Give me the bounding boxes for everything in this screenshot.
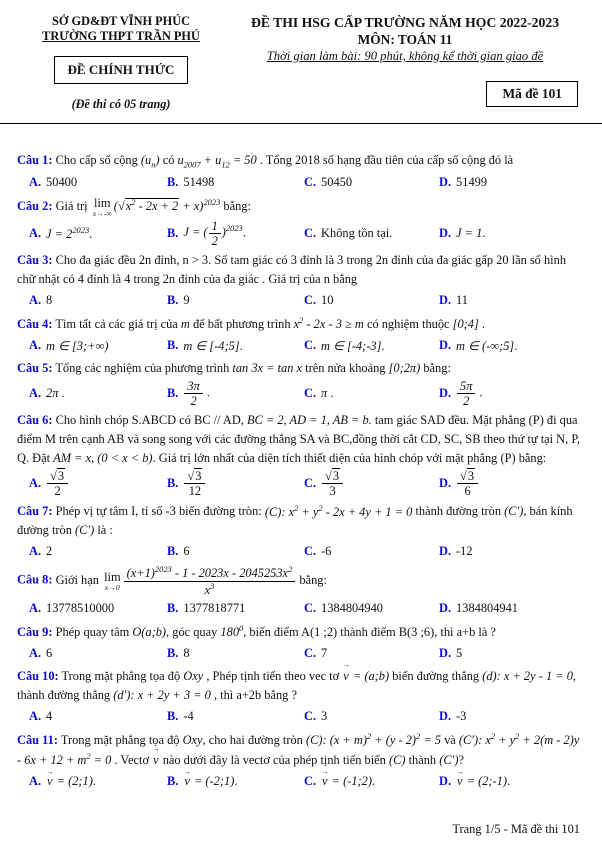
question-block	[17, 411, 585, 498]
option-text: m ∈ (-∞;5].	[456, 338, 518, 353]
option-letter: B.	[167, 293, 179, 308]
option-text: m ∈ [-4;-3].	[321, 338, 385, 353]
option-text: 6	[46, 646, 53, 661]
options-row	[17, 598, 585, 619]
header-right	[225, 14, 585, 107]
option	[427, 293, 585, 308]
option-letter: A.	[29, 708, 42, 723]
option-text: 10	[321, 293, 334, 308]
option-letter: C.	[304, 226, 317, 241]
option-letter: C.	[304, 708, 317, 723]
option	[155, 544, 292, 559]
option-letter: D.	[439, 226, 452, 241]
option-letter: A.	[29, 338, 42, 353]
option	[292, 386, 427, 401]
question-body: Cho đa giác đều 2n đỉnh, n > 3. Số tam giác có 3 đỉnh là 3 trong 2n đỉnh của đa giác gấp 20 lần số hình chữ nhật có 4 đỉnh là 4 trong 2n đỉnh của đa giác . Giá trị của n bằng	[17, 253, 567, 287]
option-text: v → = (-2;1).	[183, 767, 238, 788]
option-letter: D.	[439, 175, 452, 189]
option-letter: D.	[439, 476, 452, 491]
question-block	[17, 501, 585, 562]
question-body: Trong mặt phẳng tọa độ Oxy, cho hai đường tròn (C): $(x + m)^2 + (y - 2)^2 = 5$ và (C′): $x^2 + y^2 + 2(m - 2)y - 6x + 12 + m^2 = 0$ . Vectơ v → nào dưới đây là vectơ của phép tịnh tiến biến (C) thành (C′)?	[17, 730, 580, 767]
question-body: Tổng các nghiệm của phương trình tan 3x = tan x trên nửa khoảng [0;2π) bằng:	[55, 361, 451, 376]
option	[17, 225, 155, 242]
options-row	[17, 767, 585, 792]
time-note: Thời gian làm bài: 90 phút, không kể thời gian giao đề	[266, 48, 544, 63]
option-letter: B.	[167, 476, 179, 491]
option	[292, 338, 427, 354]
options-row	[17, 335, 585, 356]
option-text: 8	[46, 293, 53, 308]
option-letter: C.	[304, 338, 317, 353]
question-label: Câu 6:	[17, 413, 53, 428]
question-block	[17, 622, 585, 664]
question-block	[17, 151, 585, 193]
question-label: Câu 9:	[17, 625, 53, 640]
option	[427, 379, 585, 409]
option-letter: C.	[304, 293, 317, 308]
option	[155, 767, 292, 789]
option-letter: A.	[29, 544, 42, 559]
option-letter: D.	[439, 386, 452, 401]
header-left	[17, 14, 225, 112]
question-label: Câu 8:	[17, 573, 53, 587]
option	[292, 601, 427, 616]
option-letter: B.	[167, 226, 179, 241]
question-block	[17, 660, 585, 727]
option	[292, 226, 427, 241]
option	[17, 293, 155, 308]
question-block	[17, 314, 585, 356]
option-text: -6	[321, 544, 332, 559]
option	[17, 386, 155, 401]
official-exam-box: ĐỀ CHÍNH THỨC	[54, 56, 189, 84]
subject-title: MÔN: TOÁN 11	[357, 32, 453, 48]
question-text	[17, 314, 585, 334]
option-text: Không tồn tại.	[321, 226, 393, 241]
option-text: -12	[456, 544, 473, 559]
option-text: 51499	[456, 175, 488, 189]
option-letter: B.	[167, 338, 179, 353]
option	[427, 767, 585, 789]
option-letter: A.	[29, 646, 42, 661]
option	[292, 544, 427, 559]
option	[155, 338, 292, 354]
option-text: $\frac{√3}{12}$	[183, 469, 206, 499]
question-text	[17, 660, 585, 705]
exam-code-box: Mã đề 101	[486, 81, 578, 107]
option-text: v → = (2;1).	[46, 767, 96, 788]
option	[155, 646, 292, 661]
option-text: 7	[321, 646, 328, 661]
option-letter: B.	[167, 646, 179, 661]
question-body: Trong mặt phẳng tọa độ Oxy , Phép tịnh tiến theo vec tơ v → = (a;b) biến đường thẳng (d): x + 2y - 1 = 0, thành đường thẳng (d′): x + 2y + 3 = 0 , thì a+2b bằng ?	[17, 660, 577, 702]
option-letter: A.	[29, 601, 42, 616]
question-label: Câu 1:	[17, 152, 53, 167]
question-body: Phép vị tự tâm I, tỉ số -3 biến đường tròn: (C): $x^2 + y^2 - 2x + 4y + 1 = 0$ thành đường tròn (C′), bán kính đường tròn (C′) là :	[17, 502, 573, 538]
option-letter: D.	[439, 293, 452, 308]
options-row	[17, 290, 585, 311]
option	[427, 601, 585, 616]
option-text: 8	[183, 646, 190, 661]
question-body: Giới hạn lim x→0 $\frac{(x+1)^{2023} - 1 - 2023x - 2045253x^2}{x^3}$ bằng:	[55, 564, 327, 597]
question-body: Cho cấp số cộng $(u_n)$ có $u_{2007} + u_{12} = 50$ . Tổng 2018 số hạng đầu tiên của cấp số cộng đó là	[55, 152, 514, 170]
option-text: 50400	[46, 175, 78, 189]
option	[292, 469, 427, 499]
option	[155, 469, 292, 499]
page-footer: Trang 1/5 - Mã đề thi 101	[452, 822, 580, 836]
option-text: m ∈ [-4;5].	[183, 338, 243, 353]
options-row	[17, 706, 585, 727]
option-text: 1377818771	[183, 601, 246, 616]
question-body: Phép quay tâm O(a;b), góc quay $180^0$, biến điểm A(1 ;2) thành điểm B(3 ;6), thì a+b là ?	[55, 623, 496, 640]
option-text: 13778510000	[46, 601, 115, 616]
option	[427, 338, 585, 354]
option	[155, 293, 292, 308]
option-text: 1384804940	[321, 601, 383, 616]
option-letter: A.	[29, 226, 42, 241]
department-name: SỞ GD&ĐT VĨNH PHÚC	[52, 14, 190, 28]
option-text: J = ( $\frac{1}{2}$ )$^{2023}$.	[183, 218, 246, 249]
options-row	[17, 469, 585, 499]
question-body: Cho hình chóp S.ABCD có BC // AD, BC = 2, AD = 1, AB = b. tam giác SAD đều. Mặt phẳng (P) đi qua điểm M trên cạnh AB và song song với các đường thẳng SA và BC,đồng thời cắt CD, SC, SB theo thứ tự tại N, P, Q. Đặt AM = x, (0 < x < b). Giá trị lớn nhất của diện tích thiết diện của hình chóp với mặt phẳng (P) bằng:	[17, 413, 580, 466]
question-list	[17, 151, 585, 792]
question-text	[17, 151, 585, 171]
option-text: v → = (-1;2).	[321, 767, 376, 788]
option-text: m ∈ [3;+∞)	[46, 338, 109, 353]
option	[17, 175, 155, 190]
options-row	[17, 219, 585, 249]
option-letter: D.	[439, 601, 452, 616]
question-block	[17, 565, 585, 619]
option	[155, 709, 292, 724]
option-letter: B.	[167, 708, 179, 723]
option	[17, 646, 155, 661]
option	[155, 175, 292, 190]
option-text: 2	[46, 544, 53, 559]
option	[427, 709, 585, 724]
option	[292, 175, 427, 190]
exam-header	[17, 14, 585, 112]
exam-title: ĐỀ THI HSG CẤP TRƯỜNG NĂM HỌC 2022-2023	[250, 15, 560, 30]
option	[427, 646, 585, 661]
option-letter: C.	[304, 544, 317, 559]
question-label: Câu 10:	[17, 669, 59, 684]
pages-note: (Đề thi có 05 trang)	[71, 96, 171, 111]
option	[292, 646, 427, 661]
option-letter: C.	[304, 646, 317, 661]
question-label: Câu 7:	[17, 504, 53, 519]
option-letter: C.	[304, 386, 317, 401]
option-text: -3	[456, 708, 467, 723]
question-text	[17, 730, 585, 770]
option-text: $\frac{5\pi}{2}$ .	[456, 379, 483, 409]
option	[292, 293, 427, 308]
school-name: TRƯỜNG THPT TRẦN PHÚ	[42, 29, 200, 44]
option-text: 9	[183, 293, 190, 308]
question-text	[17, 411, 585, 468]
question-text	[17, 359, 585, 378]
question-block	[17, 730, 585, 792]
option-text: $\frac{√3}{2}$	[46, 469, 69, 499]
question-text	[17, 501, 585, 540]
question-label: Câu 4:	[17, 317, 53, 332]
option-letter: D.	[439, 544, 452, 559]
question-label: Câu 3:	[17, 253, 53, 268]
option-text: v → = (2;-1).	[456, 767, 511, 788]
question-body: Tìm tất cả các giá trị của m để bất phương trình $x^2 - 2x - 3 \ge m$ có nghiệm thuộc [0;4] .	[55, 315, 485, 332]
option	[292, 709, 427, 724]
option	[155, 219, 292, 249]
options-row	[17, 379, 585, 409]
option-letter: C.	[304, 175, 317, 189]
option	[427, 469, 585, 499]
options-row	[17, 541, 585, 562]
header-divider	[0, 123, 602, 124]
option-text: J = 1.	[456, 226, 486, 241]
option-letter: B.	[167, 773, 179, 788]
question-text	[17, 196, 585, 218]
option-letter: D.	[439, 338, 452, 353]
question-label: Câu 11:	[17, 732, 58, 747]
option-text: $J = 2^{2023}$.	[46, 225, 93, 242]
question-text	[17, 565, 585, 597]
option-letter: A.	[29, 293, 42, 308]
options-row	[17, 172, 585, 193]
option-letter: D.	[439, 646, 452, 661]
option-text: 5	[456, 646, 463, 661]
options-row	[17, 643, 585, 664]
option	[427, 544, 585, 559]
option-letter: D.	[439, 773, 452, 788]
option-letter: A.	[29, 386, 42, 401]
option-text: 6	[183, 544, 190, 559]
option-letter: C.	[304, 773, 317, 788]
option-letter: B.	[167, 544, 179, 559]
question-block	[17, 196, 585, 248]
option-letter: B.	[167, 175, 179, 189]
question-label: Câu 5:	[17, 361, 53, 376]
question-block	[17, 251, 585, 311]
option-letter: C.	[304, 601, 317, 616]
option-text: 50450	[321, 175, 353, 189]
option-text: 1384804941	[456, 601, 518, 616]
question-label: Câu 2:	[17, 199, 53, 214]
question-text	[17, 622, 585, 642]
option-text: 51498	[183, 175, 215, 189]
option-text: 4	[46, 708, 53, 723]
option-text: 3	[321, 708, 328, 723]
option	[17, 601, 155, 616]
question-block	[17, 359, 585, 408]
option-letter: D.	[439, 708, 452, 723]
option-letter: B.	[167, 601, 179, 616]
option	[155, 601, 292, 616]
option-text: $\frac{√3}{3}$	[321, 469, 344, 499]
option-text: $\frac{√3}{6}$	[456, 469, 479, 499]
option	[17, 544, 155, 559]
option-text: $\frac{3\pi}{2}$ .	[183, 379, 210, 409]
question-text	[17, 251, 585, 289]
option-letter: C.	[304, 476, 317, 491]
option-letter: A.	[29, 773, 42, 788]
option-text: π .	[321, 386, 334, 401]
option	[17, 338, 155, 354]
option	[427, 175, 585, 190]
option-text: 11	[456, 293, 468, 308]
option-letter: B.	[167, 386, 179, 401]
option	[427, 226, 585, 241]
option-letter: A.	[29, 476, 42, 491]
option	[17, 469, 155, 499]
option	[17, 767, 155, 789]
option	[17, 709, 155, 724]
question-body: Giá trị lim x→-∞ $(√x^2 - 2x + 2 + x)^{2023}$ bằng:	[55, 195, 251, 219]
option	[155, 379, 292, 409]
option	[292, 767, 427, 789]
option-text: 2π .	[46, 386, 65, 401]
option-letter: A.	[29, 175, 42, 189]
option-text: -4	[183, 708, 194, 723]
